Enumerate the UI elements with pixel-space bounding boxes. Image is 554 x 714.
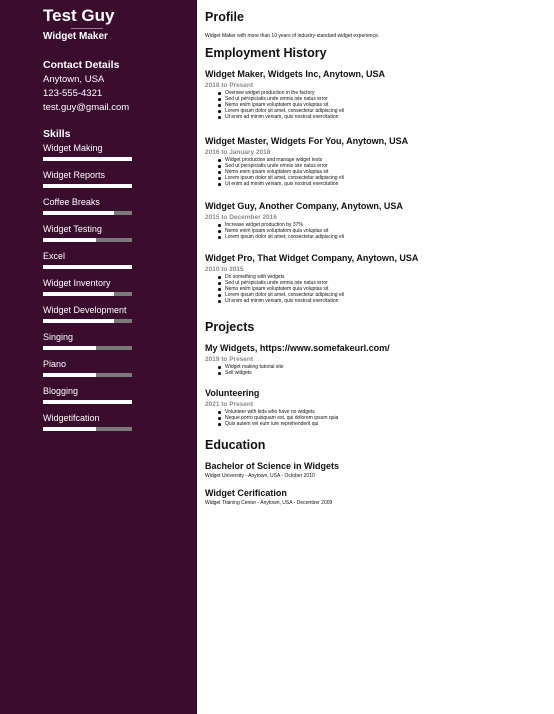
job-title: Widget Guy, Another Company, Anytown, USA (205, 201, 403, 211)
bullet-item: Lorem ipsum dolor sit amet, consectetur adipiscing eli (225, 234, 545, 240)
job-title: Widget Maker, Widgets Inc, Anytown, USA (205, 69, 386, 79)
skill-label: Widget Development (43, 305, 127, 315)
skill-level-bar (43, 157, 132, 161)
skill-level-fill (43, 427, 96, 431)
contact-location: Anytown, USA (43, 74, 105, 85)
skill-level-fill (43, 238, 96, 242)
bullet-item: Lorem ipsum dolor sit amet, consectetur adipiscing eli (225, 292, 545, 298)
project-entry (205, 343, 545, 376)
project-title: Volunteering (205, 388, 260, 398)
contact-phone: 123-555-4321 (43, 88, 103, 99)
skill-level-bar (43, 238, 132, 242)
skill-level-bar (43, 184, 132, 188)
education-entry (205, 461, 545, 480)
skill-label: Singing (43, 332, 74, 342)
job-bullets (205, 90, 545, 120)
bullet-item: Quis autem vel eum iure reprehenderit qui (225, 421, 545, 427)
skill-item (43, 305, 183, 332)
project-entry (205, 388, 545, 427)
bullet-item: Widget making tutorial site (225, 364, 545, 370)
bullet-item: Increase widget production by 37% (225, 222, 545, 228)
skill-level-bar (43, 400, 132, 404)
education-heading: Education (205, 438, 266, 452)
skills-heading: Skills (43, 128, 71, 140)
bullet-item: Nemo enim ipsam voluptatem quia voluptas sit (225, 169, 545, 175)
job-entry (205, 69, 545, 120)
skill-label: Widget Inventory (43, 278, 111, 288)
bullet-item: Sell widgets (225, 370, 545, 376)
job-dates: 2010 to 2015 (205, 266, 244, 273)
skill-level-bar (43, 292, 132, 296)
project-dates: 2021 to Present (205, 401, 254, 408)
bullet-item: Nemo enim ipsam voluptatem quia voluptas sit (225, 228, 545, 234)
skill-level-fill (43, 319, 114, 323)
skill-level-fill (43, 373, 96, 377)
education-detail: Widget University - Anytown, USA - October 2010 (205, 473, 315, 479)
skill-label: Widget Testing (43, 224, 102, 234)
skill-label: Coffee Breaks (43, 197, 100, 207)
project-bullets (205, 409, 545, 427)
skill-level-bar (43, 265, 132, 269)
person-name: Test Guy (43, 6, 115, 25)
skill-level-fill (43, 184, 132, 188)
skill-level-bar (43, 373, 132, 377)
bullet-item: Lorem ipsum dolor sit amet, consectetur adipiscing eli (225, 108, 545, 114)
skill-level-bar (43, 346, 132, 350)
skill-item (43, 224, 183, 251)
skill-item (43, 278, 183, 305)
bullet-item: Sed ut perspiciatis unde omnis iste natus error (225, 96, 545, 102)
sidebar-content (43, 6, 183, 440)
bullet-item: Sed ut perspiciatis unde omnis iste natus error (225, 163, 545, 169)
skill-level-fill (43, 346, 96, 350)
project-dates: 2019 to Present (205, 356, 254, 363)
education-title: Bachelor of Science in Widgets (205, 461, 339, 471)
bullet-item: Nemo enim ipsam voluptatem quia voluptas sit (225, 286, 545, 292)
bullet-item: Ut enim ad minim veniam, quis nostrud exercitation (225, 298, 545, 304)
job-entry (205, 136, 545, 187)
skill-item (43, 251, 183, 278)
employment-heading: Employment History (205, 46, 327, 60)
job-title: Widget Pro, That Widget Company, Anytown, USA (205, 253, 419, 263)
skill-item (43, 332, 183, 359)
skill-item (43, 413, 183, 440)
skill-item (43, 143, 183, 170)
skill-level-fill (43, 157, 132, 161)
contact-email: test.guy@gmail.com (43, 102, 130, 113)
contact-heading: Contact Details (43, 59, 120, 71)
person-title: Widget Maker (43, 31, 108, 42)
skill-item (43, 386, 183, 413)
education-entry (205, 488, 545, 507)
profile-section (205, 10, 545, 40)
skills-list (43, 143, 183, 440)
profile-text: Widget Maker with more than 10 years of industry-standard widget experience. (205, 33, 380, 39)
skill-level-fill (43, 400, 132, 404)
project-bullets (205, 364, 545, 376)
bullet-item: Lorem ipsum dolor sit amet, consectetur adipiscing eli (225, 175, 545, 181)
skill-item (43, 197, 183, 224)
skill-level-fill (43, 292, 114, 296)
job-entry (205, 253, 545, 304)
bullet-item: Do something with widgets (225, 274, 545, 280)
skill-label: Widgetifcation (43, 413, 100, 423)
bullet-item: Widget production and manage widget tests (225, 157, 545, 163)
bullet-item: Sed ut perspiciatis unde omnis iste natus error (225, 280, 545, 286)
skill-item (43, 170, 183, 197)
skill-label: Widget Making (43, 143, 103, 153)
bullet-item: Ut enim ad minim veniam, quis nostrud exercitation (225, 181, 545, 187)
projects-heading: Projects (205, 320, 255, 334)
job-bullets (205, 222, 545, 240)
job-bullets (205, 157, 545, 187)
skill-label: Blogging (43, 386, 79, 396)
projects-section (205, 320, 545, 335)
job-entry (205, 201, 545, 240)
sidebar (0, 0, 197, 714)
skill-label: Excel (43, 251, 66, 261)
job-bullets (205, 274, 545, 304)
job-dates: 2016 to January 2018 (205, 149, 271, 156)
job-title: Widget Master, Widgets For You, Anytown, USA (205, 136, 409, 146)
job-dates: 2018 to Present (205, 82, 254, 89)
profile-heading: Profile (205, 10, 244, 24)
bullet-item: Volunteer with kids who have no widgets (225, 409, 545, 415)
skill-label: Widget Reports (43, 170, 106, 180)
name-divider (71, 28, 103, 29)
bullet-item: Neque porro quisquam est, qui dolorem ipsum quia (225, 415, 545, 421)
skill-level-fill (43, 265, 132, 269)
employment-section (205, 46, 545, 61)
skill-level-bar (43, 211, 132, 215)
job-dates: 2015 to December 2016 (205, 214, 277, 221)
skill-level-fill (43, 211, 114, 215)
bullet-item: Oversee widget production in the factory (225, 90, 545, 96)
skill-item (43, 359, 183, 386)
education-title: Widget Cerification (205, 488, 287, 498)
project-title: My Widgets, https://www.somefakeurl.com/ (205, 343, 390, 353)
skill-level-bar (43, 319, 132, 323)
skill-label: Piano (43, 359, 67, 369)
education-section (205, 438, 545, 453)
bullet-item: Nemo enim ipsam voluptatem quia voluptas sit (225, 102, 545, 108)
bullet-item: Ut enim ad minim veniam, quis nostrud exercitation (225, 114, 545, 120)
education-detail: Widget Training Center - Anytown, USA - December 2009 (205, 500, 333, 506)
skill-level-bar (43, 427, 132, 431)
